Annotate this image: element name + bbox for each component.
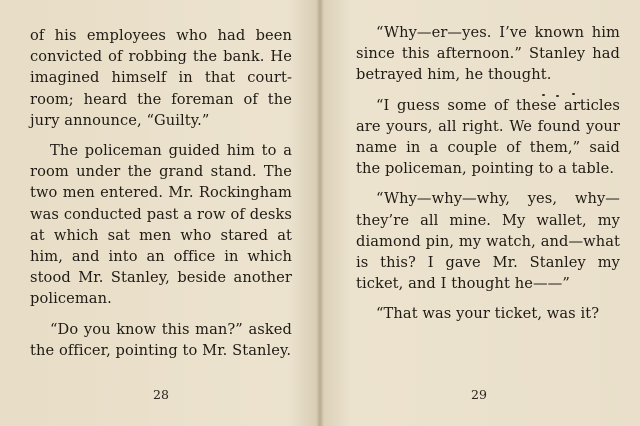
right-paragraph-4: “That was your ticket, was it? [376, 305, 600, 323]
ink-speck [542, 94, 545, 96]
right-page-number: 29 [471, 387, 487, 402]
left-page-number: 28 [153, 387, 169, 402]
right-paragraph-1: “Why—er—yes. I’ve known him since this afternoon.” Stanley had betrayed him, he thought. [356, 24, 620, 84]
ink-speck [572, 93, 575, 95]
left-paragraph-3: “Do you know this man?” asked the officer, pointing to Mr. Stanley. [30, 320, 292, 359]
ink-speck [556, 95, 559, 97]
left-paragraph-2: The policeman guided him to a room under the grand stand. The two men entered. Mr. Rockingham was conducted past a row of desks at which sat men who stared at him, and into an office in which stood Mr. Stanley, beside another policeman. [30, 142, 292, 308]
right-paragraph-2: “I guess some of these articles are yours, all right. We found your name in a couple of them,” said the policeman, pointing to a table. [356, 96, 620, 178]
left-page-text [30, 25, 292, 361]
right-page-text [356, 22, 620, 325]
right-page [320, 0, 640, 426]
left-paragraph-1: of his employees who had been convicted of robbing the bank. He imagined himself in that court-room; heard the foreman of the jury announce, “Guilty.” [30, 27, 292, 129]
right-paragraph-3: “Why—why—why, yes, why—they’re all mine. My wallet, my diamond pin, my watch, and—what is this? I gave Mr. Stanley my ticket, and I thought he——” [356, 190, 620, 293]
